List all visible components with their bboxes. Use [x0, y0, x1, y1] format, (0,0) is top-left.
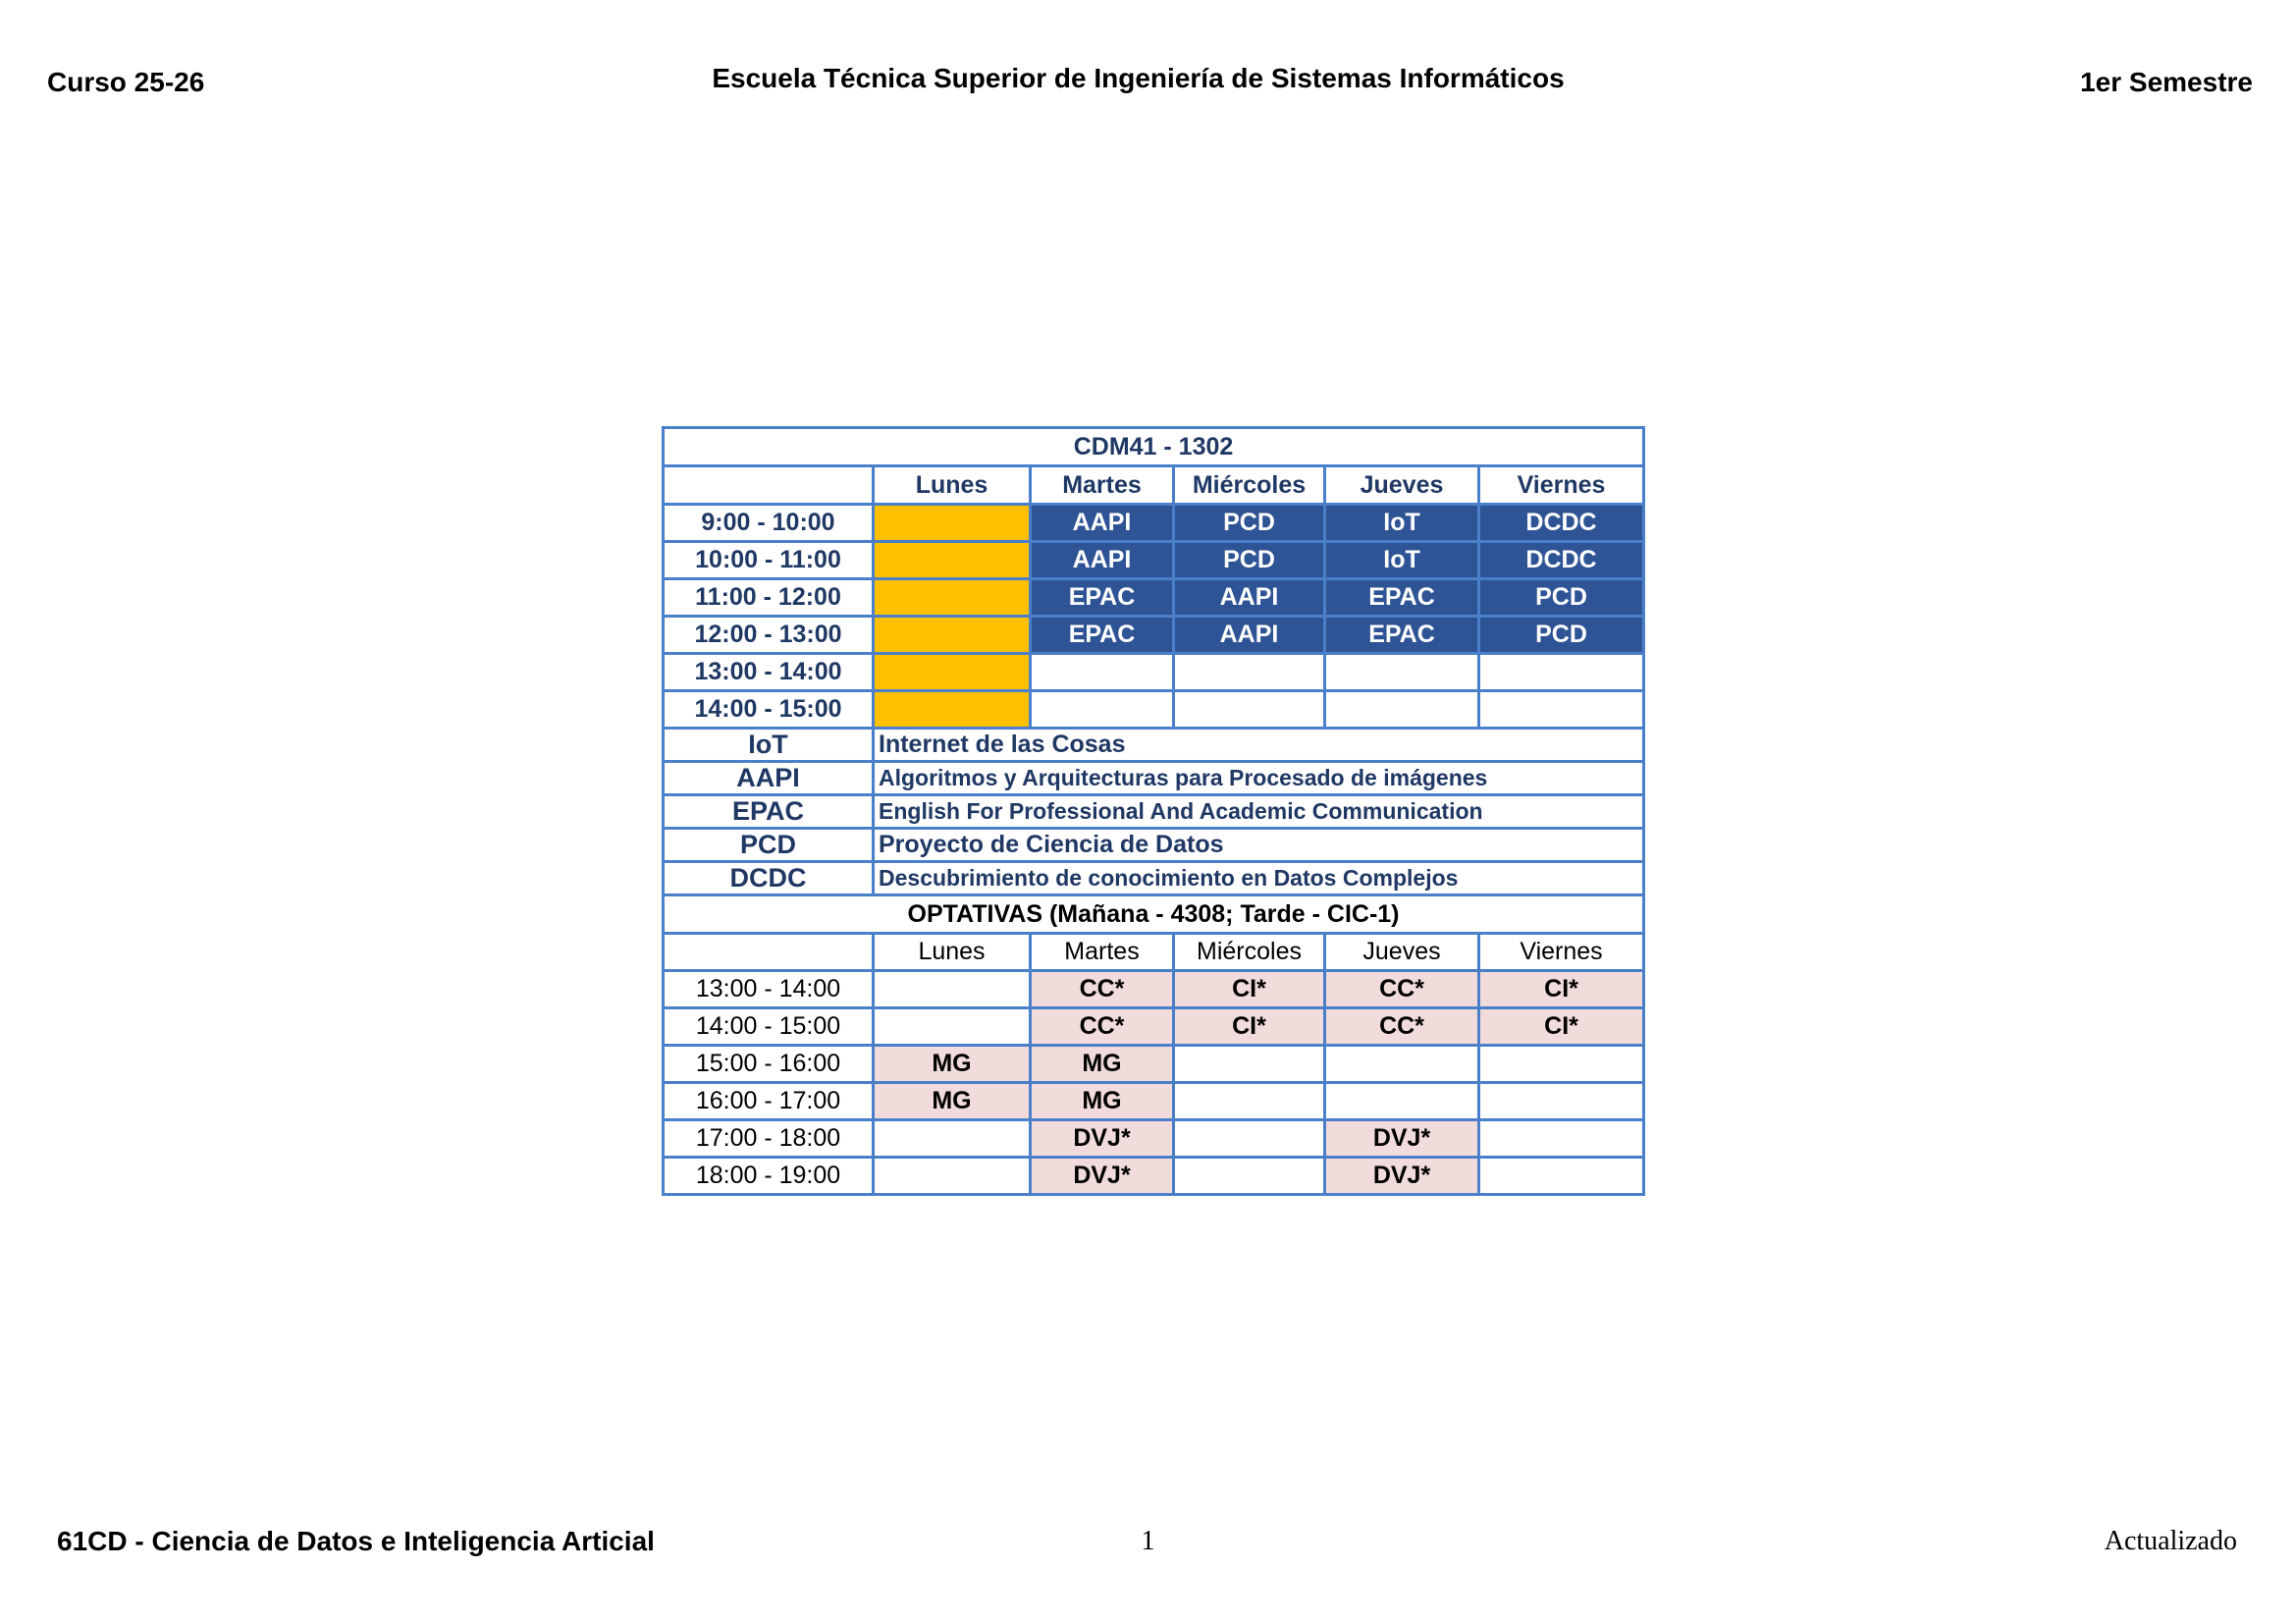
- class-cell: IoT: [1325, 505, 1479, 542]
- day-header: Miércoles: [1174, 466, 1325, 505]
- optativas-row: [664, 971, 1644, 1008]
- free-slot: [874, 691, 1031, 729]
- day-header: Viernes: [1479, 466, 1644, 505]
- time-slot: 14:00 - 15:00: [664, 1008, 874, 1046]
- empty-cell: [1479, 1120, 1644, 1158]
- group-title: CDM41 - 1302: [664, 428, 1644, 466]
- day-header-row: [664, 466, 1644, 505]
- empty-cell: [1174, 1158, 1325, 1195]
- schedule-row: [664, 542, 1644, 579]
- optional-class-cell: CI*: [1479, 971, 1644, 1008]
- optional-class-cell: CI*: [1174, 971, 1325, 1008]
- time-slot: 12:00 - 13:00: [664, 617, 874, 654]
- class-cell: EPAC: [1325, 617, 1479, 654]
- empty-cell: [1479, 1083, 1644, 1120]
- legend-row: [664, 729, 1644, 762]
- empty-cell: [1325, 1046, 1479, 1083]
- legend-name: English For Professional And Academic Communication: [874, 795, 1644, 829]
- legend-name: Internet de las Cosas: [874, 729, 1644, 762]
- schedule-row: [664, 691, 1644, 729]
- optional-class-cell: MG: [874, 1046, 1031, 1083]
- legend-code: EPAC: [664, 795, 874, 829]
- class-cell: AAPI: [1174, 617, 1325, 654]
- empty-cell: [1325, 1083, 1479, 1120]
- class-cell: AAPI: [1031, 505, 1174, 542]
- empty-cell: [1479, 654, 1644, 691]
- schedule-row: [664, 579, 1644, 617]
- legend-name: Algoritmos y Arquitecturas para Procesado de imágenes: [874, 762, 1644, 795]
- empty-cell: [1174, 1083, 1325, 1120]
- semester-label: 1er Semestre: [2080, 67, 2253, 97]
- time-slot: 17:00 - 18:00: [664, 1120, 874, 1158]
- empty-cell: [1174, 1120, 1325, 1158]
- schedule-row: [664, 505, 1644, 542]
- empty-cell: [874, 1008, 1031, 1046]
- schedule-table: [662, 426, 1645, 1196]
- updated-label: Actualizado: [2104, 1526, 2237, 1556]
- legend-code: DCDC: [664, 862, 874, 895]
- schedule-row: [664, 654, 1644, 691]
- time-slot: 18:00 - 19:00: [664, 1158, 874, 1195]
- time-slot: 16:00 - 17:00: [664, 1083, 874, 1120]
- class-cell: DCDC: [1479, 505, 1644, 542]
- empty-cell: [1325, 691, 1479, 729]
- free-slot: [874, 617, 1031, 654]
- empty-cell: [1479, 1158, 1644, 1195]
- legend-row: [664, 795, 1644, 829]
- course-year: Curso 25-26: [47, 67, 205, 97]
- day-header: Lunes: [874, 934, 1031, 971]
- time-slot: 10:00 - 11:00: [664, 542, 874, 579]
- optativas-row: [664, 1046, 1644, 1083]
- free-slot: [874, 542, 1031, 579]
- class-cell: AAPI: [1174, 579, 1325, 617]
- empty-cell: [1479, 691, 1644, 729]
- optional-class-cell: DVJ*: [1031, 1158, 1174, 1195]
- empty-cell: [1174, 1046, 1325, 1083]
- optional-class-cell: CC*: [1325, 1008, 1479, 1046]
- optional-class-cell: CC*: [1031, 1008, 1174, 1046]
- optional-class-cell: MG: [1031, 1046, 1174, 1083]
- optativas-row: [664, 1120, 1644, 1158]
- schedule-row: [664, 617, 1644, 654]
- legend-row: [664, 862, 1644, 895]
- free-slot: [874, 579, 1031, 617]
- time-slot: 11:00 - 12:00: [664, 579, 874, 617]
- day-header: Martes: [1031, 466, 1174, 505]
- day-header: Lunes: [874, 466, 1031, 505]
- optional-class-cell: DVJ*: [1325, 1158, 1479, 1195]
- empty-cell: [1031, 654, 1174, 691]
- time-slot: 14:00 - 15:00: [664, 691, 874, 729]
- time-slot: 15:00 - 16:00: [664, 1046, 874, 1083]
- empty-cell: [1479, 1046, 1644, 1083]
- corner-cell: [664, 466, 874, 505]
- optional-class-cell: CC*: [1325, 971, 1479, 1008]
- school-title: Escuela Técnica Superior de Ingeniería de Sistemas Informáticos: [712, 63, 1565, 93]
- optional-class-cell: CC*: [1031, 971, 1174, 1008]
- legend-row: [664, 762, 1644, 795]
- empty-cell: [1031, 691, 1174, 729]
- class-cell: IoT: [1325, 542, 1479, 579]
- day-header: Jueves: [1325, 466, 1479, 505]
- empty-cell: [874, 971, 1031, 1008]
- class-cell: EPAC: [1325, 579, 1479, 617]
- legend-name: Descubrimiento de conocimiento en Datos Complejos: [874, 862, 1644, 895]
- free-slot: [874, 505, 1031, 542]
- legend-row: [664, 829, 1644, 862]
- class-cell: PCD: [1174, 505, 1325, 542]
- corner-cell: [664, 934, 874, 971]
- class-cell: PCD: [1174, 542, 1325, 579]
- optional-class-cell: MG: [874, 1083, 1031, 1120]
- day-header: Martes: [1031, 934, 1174, 971]
- optativas-day-row: [664, 934, 1644, 971]
- free-slot: [874, 654, 1031, 691]
- optional-class-cell: CI*: [1479, 1008, 1644, 1046]
- degree-name: 61CD - Ciencia de Datos e Inteligencia Articial: [57, 1526, 655, 1556]
- legend-code: AAPI: [664, 762, 874, 795]
- class-cell: AAPI: [1031, 542, 1174, 579]
- legend-code: IoT: [664, 729, 874, 762]
- legend-code: PCD: [664, 829, 874, 862]
- optional-class-cell: CI*: [1174, 1008, 1325, 1046]
- time-slot: 13:00 - 14:00: [664, 971, 874, 1008]
- legend-name: Proyecto de Ciencia de Datos: [874, 829, 1644, 862]
- empty-cell: [874, 1120, 1031, 1158]
- time-slot: 9:00 - 10:00: [664, 505, 874, 542]
- empty-cell: [1325, 654, 1479, 691]
- class-cell: DCDC: [1479, 542, 1644, 579]
- class-cell: PCD: [1479, 579, 1644, 617]
- day-header: Miércoles: [1174, 934, 1325, 971]
- day-header: Jueves: [1325, 934, 1479, 971]
- optional-class-cell: DVJ*: [1031, 1120, 1174, 1158]
- optional-class-cell: DVJ*: [1325, 1120, 1479, 1158]
- optativas-title: OPTATIVAS (Mañana - 4308; Tarde - CIC-1): [664, 895, 1644, 934]
- optativas-row: [664, 1158, 1644, 1195]
- optativas-row: [664, 1008, 1644, 1046]
- class-cell: PCD: [1479, 617, 1644, 654]
- empty-cell: [1174, 654, 1325, 691]
- empty-cell: [874, 1158, 1031, 1195]
- day-header: Viernes: [1479, 934, 1644, 971]
- class-cell: EPAC: [1031, 617, 1174, 654]
- page-number: 1: [1141, 1526, 1155, 1556]
- class-cell: EPAC: [1031, 579, 1174, 617]
- optional-class-cell: MG: [1031, 1083, 1174, 1120]
- empty-cell: [1174, 691, 1325, 729]
- optativas-row: [664, 1083, 1644, 1120]
- time-slot: 13:00 - 14:00: [664, 654, 874, 691]
